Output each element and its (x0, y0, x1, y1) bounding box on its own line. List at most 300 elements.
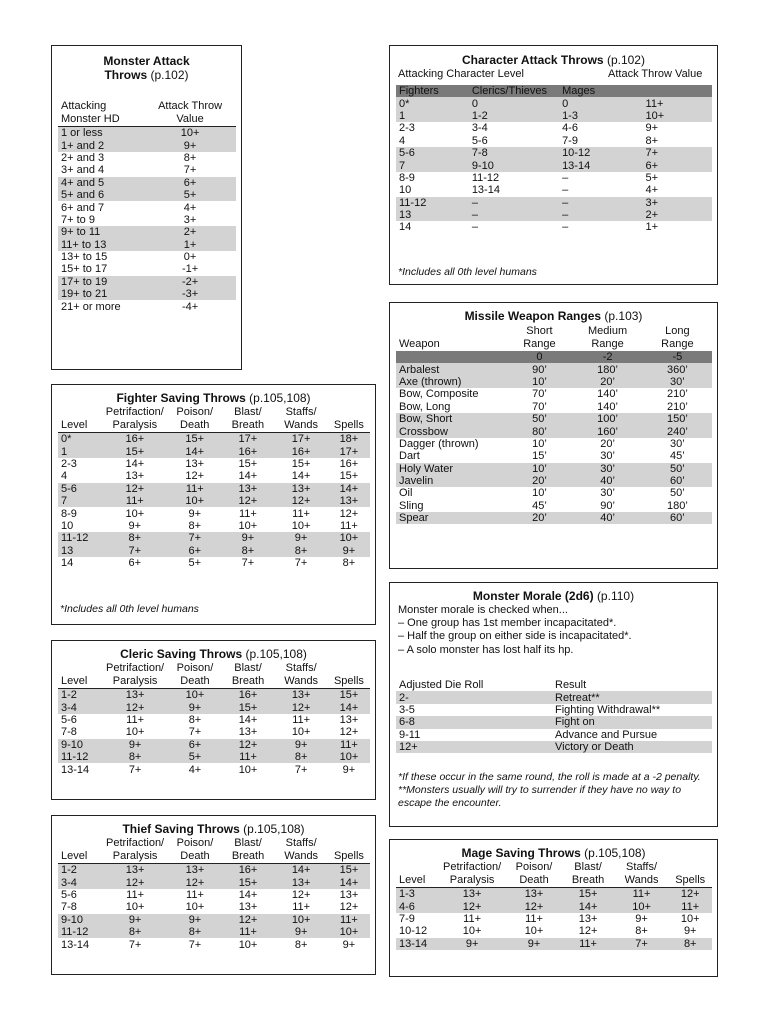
header-cell: Petrifaction/ (106, 837, 165, 849)
value-cell: 16+ (222, 689, 275, 702)
value-cell: 11+ (186, 888, 204, 901)
header-cell (328, 837, 370, 850)
table-row (58, 458, 370, 470)
table-row (58, 876, 370, 888)
value-cell: 7+ (168, 532, 221, 544)
hd-cell: 13+ to 15 (61, 251, 108, 264)
value-cell: 8+ (274, 545, 327, 557)
range-cell: 10’ (532, 437, 547, 450)
header-cell: Death (507, 874, 562, 888)
value-cell: 15+ (328, 689, 370, 702)
value-cell: 6+ (168, 545, 221, 557)
table-row (396, 376, 712, 388)
value-cell: 10+ (125, 901, 145, 914)
header-cell: Poison/ (515, 861, 553, 873)
value-cell: 7+ (102, 545, 168, 557)
value-cell: 11+ (328, 914, 370, 926)
header-cell: Clerics/Thieves (469, 85, 559, 97)
table-row (396, 716, 712, 728)
value-cell: 12+ (222, 739, 275, 751)
range-cell: 50’ (506, 413, 572, 425)
mage-saves-table (396, 861, 712, 950)
range-cell: 30’ (572, 463, 642, 475)
header-cell: Mages (559, 85, 642, 97)
modifier-cell: 0 (506, 351, 572, 363)
header-cell: Range (591, 338, 624, 350)
table-row (58, 276, 236, 288)
value-cell: 4+ (188, 763, 202, 776)
value-cell: 14+ (238, 470, 258, 483)
table-row (58, 901, 370, 913)
header-cell: Death (168, 419, 221, 433)
level-cell: 1-2 (58, 864, 102, 877)
value-cell: 3+ (643, 197, 712, 209)
header-cell: Breath (222, 675, 275, 689)
roll-cell: 2- (396, 691, 552, 703)
table-row (58, 470, 370, 482)
value-cell: 13+ (274, 483, 327, 495)
value-cell: 16+ (274, 445, 327, 457)
level-cell: 5-6 (396, 147, 469, 159)
value-cell: 10+ (643, 110, 712, 122)
value-cell: 4-6 (562, 122, 578, 135)
header-cell: Staffs/ (285, 837, 317, 849)
value-cell: 6+ (128, 557, 142, 570)
header-cell (58, 837, 102, 850)
value-cell: 14+ (328, 876, 370, 888)
header-cell: Spells (328, 850, 370, 864)
range-cell: 45’ (532, 499, 547, 512)
header-cell (328, 662, 370, 675)
header-cell (58, 406, 102, 419)
level-cell: 1 (58, 445, 102, 457)
level-cell: 11-12 (58, 532, 102, 544)
header-cell (328, 406, 370, 419)
level-cell: 0* (58, 433, 102, 446)
value-cell: 8+ (168, 926, 221, 938)
value-cell: 7+ (188, 726, 202, 739)
cleric-saves-title: Cleric Saving Throws (p.105,108) (120, 647, 307, 661)
header-cell: Staffs/ (285, 662, 317, 674)
header-row (58, 662, 370, 675)
table-row (396, 438, 712, 450)
table-row (58, 545, 370, 557)
value-cell: 14+ (328, 483, 370, 495)
table-row (58, 532, 370, 544)
header-row (58, 675, 370, 689)
table-row (58, 214, 236, 226)
range-cell: 210’ (666, 388, 688, 401)
value-cell: 10+ (168, 495, 221, 507)
character-attack-throws-box (389, 45, 718, 285)
header-cell: Result (555, 679, 587, 692)
range-cell: 10’ (506, 463, 572, 475)
weapon-cell: Bow, Short (396, 413, 506, 425)
table-row (396, 463, 712, 475)
value-cell: 11+ (615, 888, 669, 901)
value-cell: 16+ (221, 445, 274, 457)
value-cell: 9+ (144, 139, 236, 151)
value-cell: 11+ (292, 713, 311, 726)
fighter-saving-throws-box (51, 384, 376, 625)
value-cell: 5+ (144, 189, 236, 201)
range-cell: 160’ (572, 425, 642, 437)
value-cell: 13+ (102, 864, 168, 877)
value-cell: 12+ (668, 888, 712, 901)
table-row (396, 475, 712, 487)
hd-cell: 17+ to 19 (58, 276, 144, 288)
header-cell: Level (396, 874, 438, 888)
mage-saving-throws-box (389, 839, 718, 977)
roll-cell: 12+ (396, 741, 552, 753)
hd-cell: 3+ and 4 (61, 164, 105, 177)
value-cell: 10+ (168, 689, 221, 702)
level-cell: 5-6 (58, 483, 102, 495)
value-cell: 11+ (339, 519, 358, 532)
range-cell: 180’ (572, 363, 642, 375)
value-cell: 15+ (238, 457, 258, 470)
value-cell: 11+ (102, 495, 168, 507)
header-cell (668, 861, 712, 874)
value-cell: 9+ (645, 122, 659, 135)
value-cell: 9+ (168, 701, 221, 713)
value-cell: 9+ (168, 914, 221, 926)
value-cell: 9+ (274, 739, 327, 751)
header-cell: Blast/ (234, 662, 262, 674)
table-row (396, 425, 712, 437)
morale-notes: *If these occur in the same round, the roll is made at a -2 penalty. **Monsters usually will try to surrender if they have no way to escape the encounter. (398, 771, 701, 809)
value-cell: 12+ (102, 876, 168, 888)
table-row (58, 701, 370, 713)
value-cell: 10+ (238, 763, 258, 776)
value-cell: 9+ (102, 739, 168, 751)
value-cell: 13+ (125, 470, 145, 483)
value-cell: 15+ (561, 888, 614, 901)
value-cell: 9+ (102, 914, 168, 926)
value-cell: 11+ (126, 713, 144, 726)
table-row (58, 938, 370, 950)
value-cell: 9+ (328, 545, 370, 557)
header-cell: Poison/ (176, 406, 214, 418)
table-row (58, 714, 370, 726)
value-cell: 7-9 (562, 134, 578, 147)
range-cell: 150’ (643, 413, 712, 425)
header-cell: Petrifaction/ (105, 406, 164, 418)
value-cell: 9+ (342, 763, 356, 776)
table-row (396, 938, 712, 950)
value-cell: 13+ (238, 726, 258, 739)
character-attack-table (396, 85, 712, 234)
value-cell: 15+ (168, 433, 221, 446)
header-cell: Blast/ (234, 837, 262, 849)
table-row (396, 388, 712, 400)
value-cell: 8+ (183, 151, 197, 164)
level-cell: 5-6 (61, 888, 77, 901)
header-cell: Paralysis (102, 675, 168, 689)
value-cell: 13+ (507, 888, 562, 901)
value-cell: 8+ (342, 557, 356, 570)
value-cell: -4+ (181, 300, 199, 313)
value-cell: 13+ (102, 689, 168, 702)
range-cell: 60’ (643, 512, 712, 524)
table-row (58, 164, 236, 176)
value-cell: 16+ (339, 457, 359, 470)
value-cell: 9+ (188, 507, 201, 520)
table-row (396, 135, 712, 147)
hd-cell: 21+ or more (61, 300, 121, 313)
range-cell: 90’ (506, 363, 572, 375)
header-row (396, 679, 712, 691)
level-cell: 10 (61, 519, 74, 532)
value-cell: 10+ (291, 726, 311, 739)
table-row (58, 226, 236, 238)
value-cell: 9-10 (469, 159, 559, 171)
header-cell: Staffs/ (285, 406, 317, 418)
table-row (396, 221, 712, 233)
level-cell: 9-10 (58, 914, 102, 926)
value-cell: 12+ (222, 914, 275, 926)
header-cell: Level (58, 675, 102, 689)
header-cell: Spells (668, 874, 712, 888)
value-cell: -3+ (144, 288, 236, 300)
value-cell: 15+ (291, 457, 311, 470)
table-row (58, 763, 370, 775)
header-cell: Wands (274, 850, 327, 864)
value-cell: 12+ (102, 701, 168, 713)
header-row (396, 85, 712, 97)
value-cell: 1-2 (469, 110, 559, 122)
range-cell: 50’ (643, 463, 712, 475)
value-cell: 14+ (168, 445, 221, 457)
header-row (396, 861, 712, 874)
value-cell: 10+ (125, 726, 145, 739)
range-cell: 20’ (506, 475, 572, 487)
value-cell: – (469, 197, 559, 209)
fighter-saves-title: Fighter Saving Throws (p.105,108) (116, 391, 311, 405)
hd-cell: 7+ to 9 (61, 213, 95, 226)
header-row (58, 419, 370, 433)
morale-intro: Monster morale is checked when... – One group has 1st member incapacitated*. – Half the group on either side is incapacitated*. – A solo monster has lost half its hp. (398, 604, 632, 656)
hd-cell: 5+ and 6 (58, 189, 144, 201)
hd-cell: 9+ to 11 (58, 226, 144, 238)
value-cell: 13+ (438, 888, 507, 901)
range-cell: 40’ (572, 512, 642, 524)
value-cell: 11+ (168, 483, 221, 495)
header-cell: Staffs/ (626, 861, 658, 873)
value-cell: 11+ (463, 912, 482, 925)
value-cell: 11+ (292, 507, 310, 520)
value-cell: 1+ (144, 239, 236, 251)
table-row (396, 512, 712, 524)
header-cell: Death (168, 675, 221, 689)
value-cell: 13+ (339, 713, 359, 726)
header-cell: Medium (588, 325, 628, 337)
value-cell: 12+ (339, 901, 359, 914)
value-cell: 13+ (328, 495, 370, 507)
value-cell: 14+ (291, 470, 311, 483)
table-row (58, 139, 236, 151)
value-cell: 14+ (274, 864, 327, 877)
value-cell: 4+ (645, 184, 659, 197)
value-cell: 13+ (274, 876, 327, 888)
value-cell: 11+ (126, 888, 144, 901)
value-cell: 17+ (328, 445, 370, 457)
header-cell: Spells (328, 419, 370, 433)
table-row (58, 914, 370, 926)
value-cell: 8+ (274, 751, 327, 763)
value-cell: – (559, 197, 642, 209)
monster-morale-title: Monster Morale (2d6) (p.110) (472, 589, 635, 603)
value-cell: 11+ (643, 97, 712, 109)
value-cell: 9+ (274, 926, 327, 938)
value-cell: 2+ (643, 209, 712, 221)
value-cell: 9+ (507, 938, 562, 950)
header-cell: Level (58, 850, 102, 864)
value-cell: 9+ (274, 532, 327, 544)
header-cell: Range (523, 338, 556, 350)
value-cell: 7+ (643, 147, 712, 159)
value-cell: 4+ (183, 201, 197, 214)
range-cell: 100’ (572, 413, 642, 425)
table-row (58, 726, 370, 738)
range-cell: 30’ (670, 437, 685, 450)
header-cell: Adjusted Die Roll (399, 679, 484, 692)
value-cell: 3-4 (471, 122, 488, 135)
hd-cell: 2+ and 3 (61, 151, 105, 164)
table-row (58, 239, 236, 251)
range-cell: 30’ (600, 450, 615, 463)
modifier-row (396, 351, 712, 363)
level-cell: 7-8 (61, 901, 77, 914)
level-cell: 11-12 (396, 197, 469, 209)
value-cell: 11+ (292, 901, 311, 914)
header-cell: Fighters (396, 85, 469, 97)
value-cell: – (559, 209, 642, 221)
hd-cell: 6+ and 7 (61, 201, 105, 214)
table-row (396, 925, 712, 937)
value-cell: 12+ (291, 888, 311, 901)
header-cell (396, 861, 438, 874)
fighter-saves-table (58, 406, 370, 569)
value-cell: 10+ (328, 751, 370, 763)
value-cell: 10+ (462, 925, 482, 938)
character-attack-sub-right: Attack Throw Value (608, 68, 703, 80)
value-cell: 8+ (294, 938, 308, 951)
weapon-cell: Arbalest (396, 363, 506, 375)
range-cell: 20’ (506, 512, 572, 524)
header-cell: Paralysis (438, 874, 507, 888)
missile-ranges-table (396, 325, 712, 524)
table-row (58, 520, 370, 532)
morale-table (396, 679, 712, 753)
value-cell: 6+ (643, 159, 712, 171)
range-cell: 140’ (597, 388, 618, 401)
value-cell: 17+ (274, 433, 327, 446)
level-cell: 13 (396, 209, 469, 221)
level-cell: 9-10 (58, 739, 102, 751)
value-cell: 13+ (274, 689, 327, 702)
header-cell: Poison/ (176, 662, 214, 674)
value-cell: 12+ (339, 507, 359, 520)
value-cell: 7+ (615, 938, 669, 950)
value-cell: 8+ (221, 545, 274, 557)
missile-ranges-title: Missile Weapon Ranges (p.103) (464, 309, 643, 323)
value-cell: 7+ (294, 557, 308, 570)
table-row (396, 159, 712, 171)
table-row (58, 288, 236, 300)
value-cell: 7+ (188, 938, 202, 951)
level-cell: 13-14 (61, 763, 90, 776)
table-row (396, 888, 712, 901)
value-cell: 13+ (578, 912, 598, 925)
level-cell: 8-9 (399, 171, 415, 184)
thief-saving-throws-box (51, 815, 376, 975)
hd-cell: 11+ to 13 (58, 239, 144, 251)
header-row (396, 338, 712, 351)
table-row (58, 152, 236, 164)
table-row (396, 401, 712, 413)
weapon-cell: Javelin (396, 475, 506, 487)
table-row (58, 263, 236, 275)
value-cell: – (471, 221, 478, 234)
character-attack-title: Character Attack Throws (p.102) (462, 53, 645, 67)
value-cell: 10+ (185, 901, 205, 914)
value-cell: 9+ (221, 532, 274, 544)
value-cell: 13-14 (471, 184, 500, 197)
header-cell: Blast/ (234, 406, 262, 418)
value-cell: 10+ (238, 938, 258, 951)
weapon-cell: Dart (399, 450, 420, 463)
value-cell: 10+ (524, 925, 544, 938)
level-cell: 0* (396, 97, 469, 109)
value-cell: 14+ (328, 701, 370, 713)
value-cell: 10+ (328, 532, 370, 544)
roll-cell: 3-5 (399, 703, 415, 716)
value-cell: 7+ (241, 557, 255, 570)
value-cell: 8+ (668, 938, 712, 950)
table-row (58, 864, 370, 877)
value-cell: -1+ (181, 263, 199, 276)
value-cell: 12+ (221, 495, 274, 507)
level-cell: 1 (396, 110, 469, 122)
table-row (58, 127, 236, 140)
table-row (396, 729, 712, 741)
value-cell: 1+ (645, 221, 659, 234)
header-row (396, 325, 712, 338)
value-cell: 8+ (102, 532, 168, 544)
table-row (396, 900, 712, 912)
table-row (58, 189, 236, 201)
table-row (396, 209, 712, 221)
range-cell: 20’ (572, 376, 642, 388)
result-cell: Fighting Withdrawal** (555, 703, 661, 716)
value-cell: 11-12 (471, 171, 500, 184)
value-cell: 0+ (183, 251, 197, 264)
table-row (58, 300, 236, 312)
level-cell: 7-8 (61, 726, 77, 739)
value-cell: 11+ (525, 912, 543, 925)
level-cell: 4-6 (396, 900, 438, 912)
header-cell: Spells (328, 675, 370, 689)
value-cell: 15+ (222, 701, 275, 713)
header-cell: Petrifaction/ (443, 861, 502, 873)
monster-attack-throws-box (51, 45, 242, 370)
value-cell: 12+ (578, 925, 598, 938)
table-row (396, 147, 712, 159)
value-cell: 12+ (507, 900, 562, 912)
header-row (396, 874, 712, 888)
value-cell: 10+ (615, 900, 669, 912)
